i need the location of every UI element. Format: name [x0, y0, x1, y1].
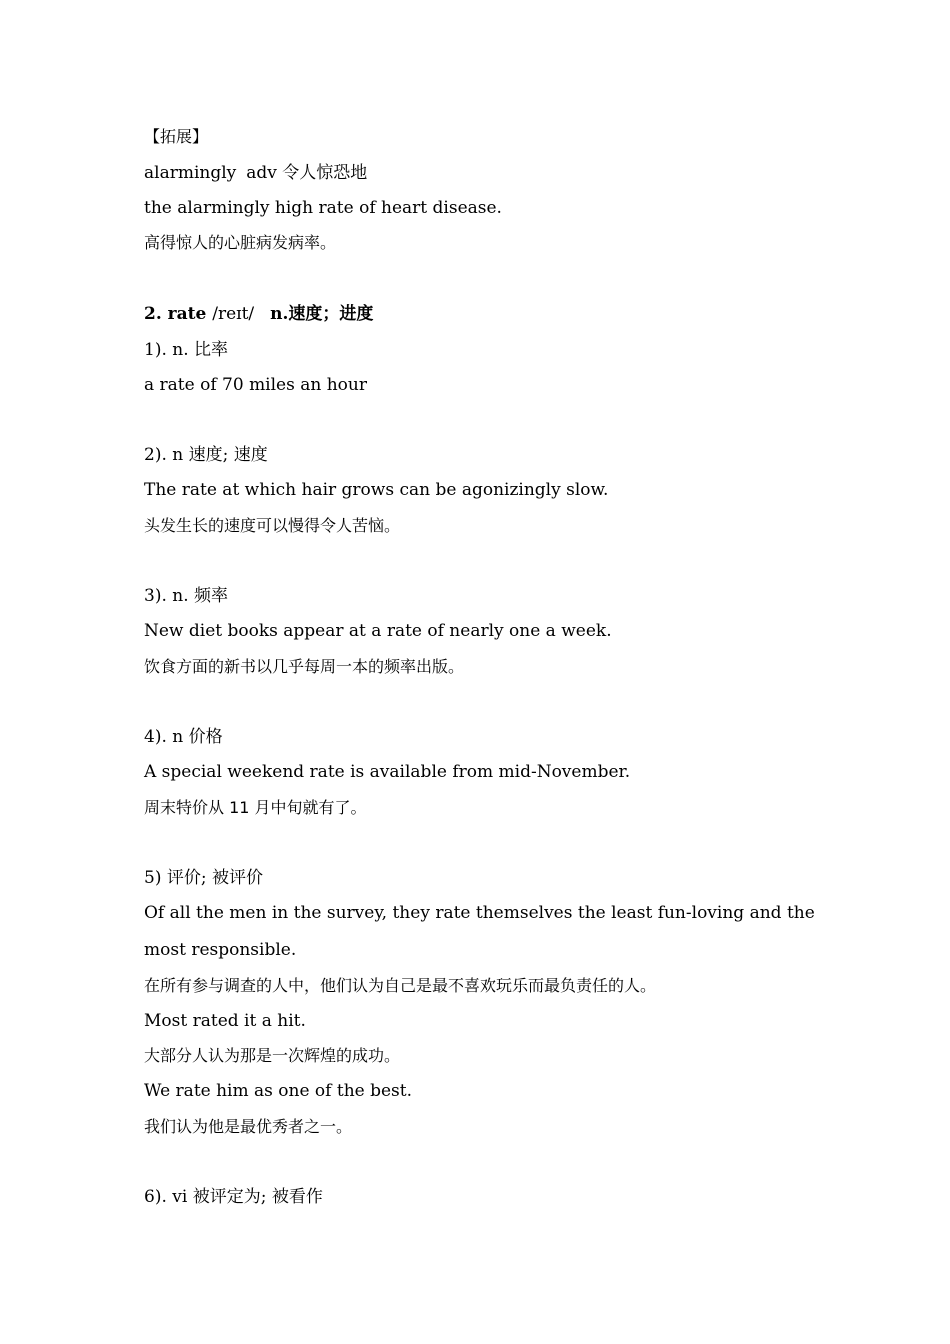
- sense-3-example-zh: 饮食方面的新书以几乎每周一本的频率出版。: [144, 657, 465, 676]
- sense-5-example-3-zh: 我们认为他是最优秀者之一。: [144, 1117, 353, 1136]
- sense-5-example-3-en: We rate him as one of the best.: [144, 1081, 413, 1101]
- sense-5-example-1-en-line2: most responsible.: [144, 940, 297, 960]
- sense-5-example-1-en-line1: Of all the men in the survey, they rate themselves the least fun-loving and the: [144, 903, 815, 923]
- entry-word: rate: [167, 304, 207, 324]
- sense-5-label: 5) 评价; 被评价: [144, 868, 263, 888]
- expand-word: alarmingly: [144, 163, 237, 183]
- sense-2-label: 2). n 速度; 速度: [144, 445, 268, 465]
- expand-example-en: the alarmingly high rate of heart disease.: [144, 198, 502, 218]
- expand-heading: 【拓展】: [144, 127, 209, 146]
- expand-example-zh: 高得惊人的心脏病发病率。: [144, 233, 337, 252]
- sense-5-example-2-zh: 大部分人认为那是一次辉煌的成功。: [144, 1046, 401, 1065]
- sense-3-example-en: New diet books appear at a rate of nearly one a week.: [144, 621, 612, 641]
- entry-phonetic: /reɪt/: [212, 304, 255, 324]
- sense-6-label: 6). vi 被评定为; 被看作: [144, 1187, 323, 1207]
- entry-definition: n.速度；进度: [270, 304, 374, 324]
- expand-pos-def: adv 令人惊恐地: [246, 163, 368, 183]
- entry-headword-line: [144, 302, 373, 326]
- expand-entry-line: [144, 161, 367, 185]
- sense-5-example-2-en: Most rated it a hit.: [144, 1011, 306, 1031]
- sense-5-example-1-zh: 在所有参与调查的人中，他们认为自己是最不喜欢玩乐而最负责任的人。: [144, 976, 657, 995]
- sense-4-example-en: A special weekend rate is available from mid-November.: [144, 762, 631, 782]
- sense-2-example-en: The rate at which hair grows can be agonizingly slow.: [144, 480, 609, 500]
- sense-3-label: 3). n. 频率: [144, 586, 229, 606]
- entry-number: 2.: [144, 304, 162, 324]
- sense-4-example-zh: 周末特价从 11 月中旬就有了。: [144, 798, 367, 817]
- sense-1-label: 1). n. 比率: [144, 340, 229, 360]
- sense-4-label: 4). n 价格: [144, 727, 223, 747]
- sense-2-example-zh: 头发生长的速度可以慢得令人苦恼。: [144, 516, 401, 535]
- sense-1-example-en: a rate of 70 miles an hour: [144, 375, 367, 395]
